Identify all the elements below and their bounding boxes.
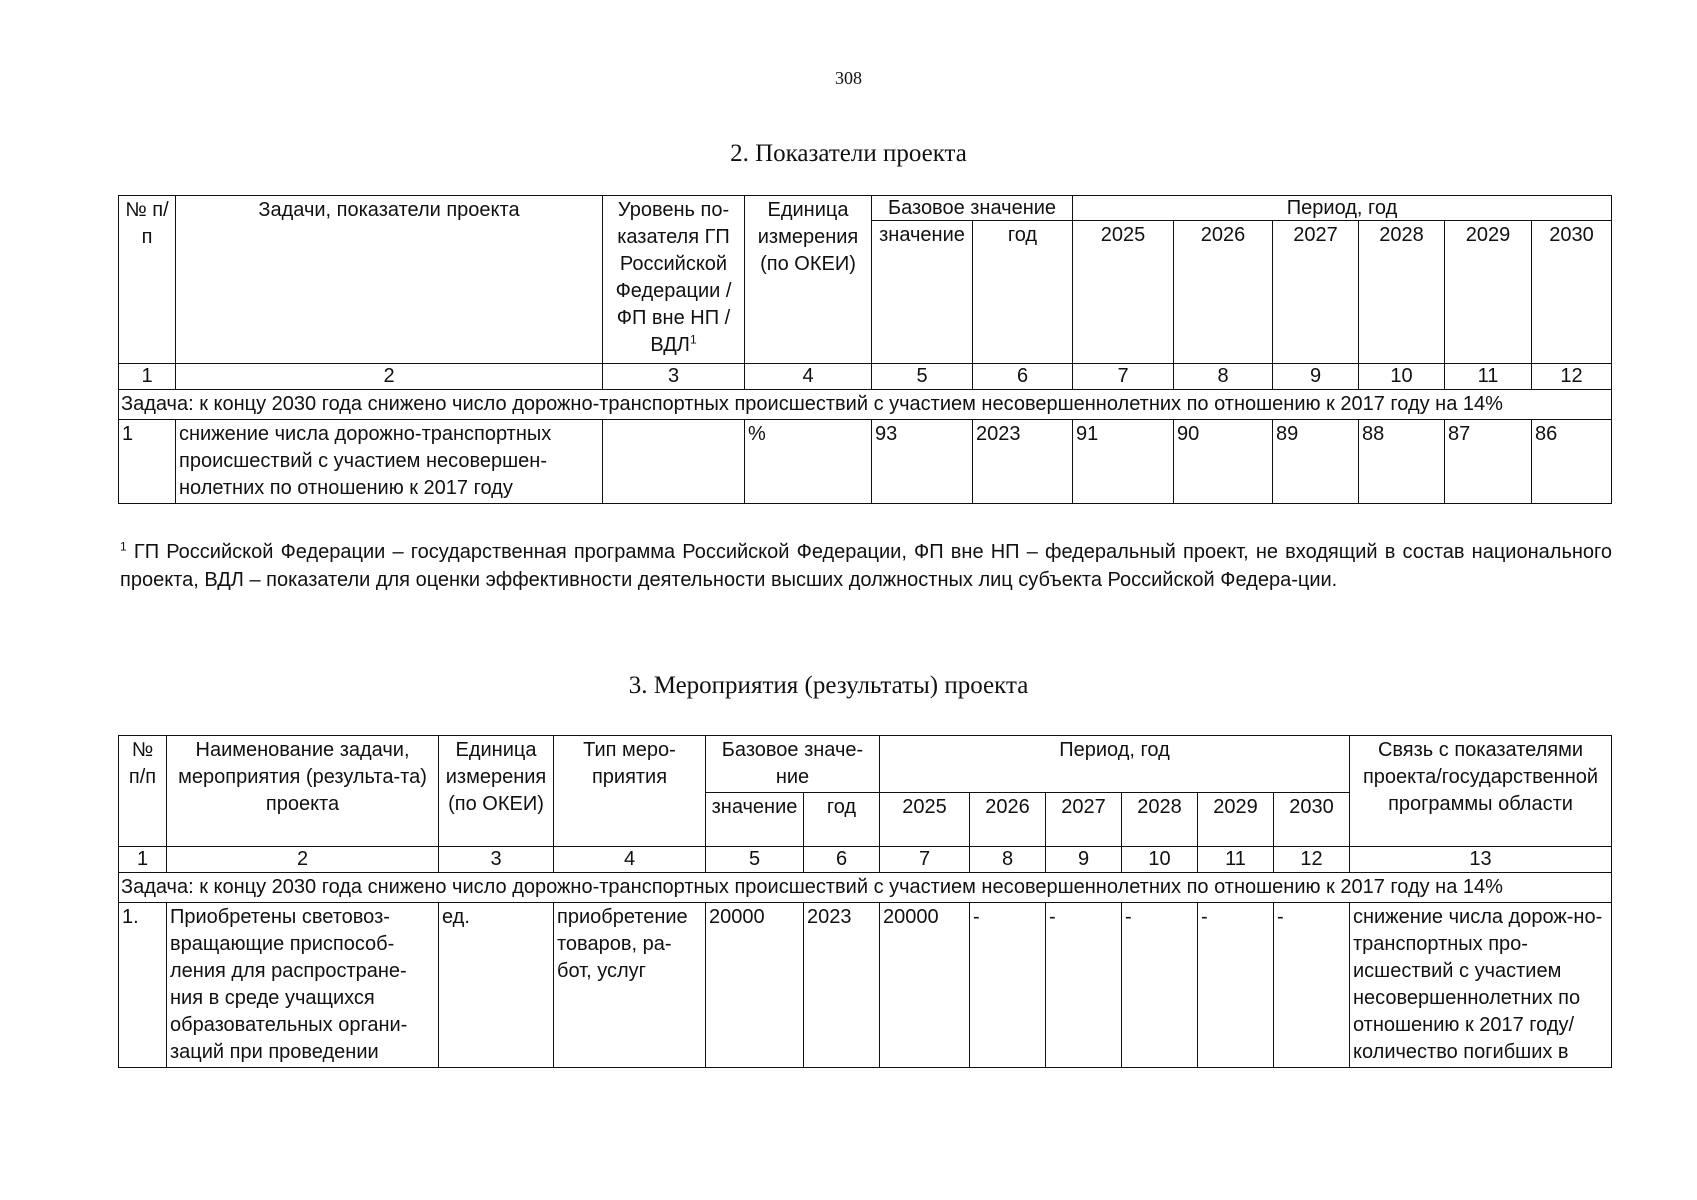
header-num: № п/п bbox=[119, 736, 167, 847]
header-year: 2026 bbox=[1174, 221, 1273, 364]
column-number: 9 bbox=[1046, 847, 1122, 873]
column-number: 6 bbox=[973, 364, 1073, 390]
column-number: 3 bbox=[439, 847, 554, 873]
header-unit: Единица измерения (по ОКЕИ) bbox=[439, 736, 554, 847]
column-number: 6 bbox=[804, 847, 880, 873]
row-value: 87 bbox=[1445, 420, 1532, 504]
header-type: Тип меро-приятия bbox=[554, 736, 706, 847]
column-number: 11 bbox=[1198, 847, 1274, 873]
header-base-value: значение bbox=[706, 793, 804, 847]
header-year: 2027 bbox=[1273, 221, 1359, 364]
header-tasks: Задачи, показатели проекта bbox=[176, 196, 603, 364]
row-base-year: 2023 bbox=[973, 420, 1073, 504]
measures-table bbox=[118, 735, 1612, 1068]
column-number: 5 bbox=[872, 364, 973, 390]
row-value: - bbox=[1122, 903, 1198, 1068]
header-base-year: год bbox=[973, 221, 1073, 364]
row-unit: % bbox=[745, 420, 872, 504]
row-link: снижение числа дорож-но-транспортных про-исшествий с участием несовершеннолетних по отношению к 2017 году/ количество погибших в bbox=[1350, 903, 1612, 1068]
row-name: снижение числа дорожно-транспортных происшествий с участием несовершен-нолетних по отношению к 2017 году bbox=[176, 420, 603, 504]
row-value: 86 bbox=[1532, 420, 1612, 504]
footnote-text: ГП Российской Федерации – государственная программа Российской Федерации, ФП вне НП – федеральный проект, не входящий в состав национального проекта, ВДЛ – показатели для оценки эффективности деятельности высших должностных лиц субъекта Российской Федера-ции. bbox=[120, 541, 1613, 591]
header-base: Базовое значе-ние bbox=[706, 736, 880, 793]
header-level-text: Уровень по-казателя ГП Российской Федерации / ФП вне НП / ВДЛ bbox=[615, 199, 732, 356]
section-3-title: 3. Мероприятия (результаты) проекта bbox=[628, 672, 1029, 699]
row-name: Приобретены световоз-вращающие приспособ-ления для распростране-ния в среде учащихся образовательных органи-заций при проведении bbox=[167, 903, 439, 1068]
column-number: 12 bbox=[1274, 847, 1350, 873]
row-base-value: 93 bbox=[872, 420, 973, 504]
header-link: Связь с показателями проекта/государственной программы области bbox=[1350, 736, 1612, 847]
footnote-ref: 1 bbox=[689, 332, 697, 347]
row-value: 91 bbox=[1073, 420, 1174, 504]
footnote-mark: 1 bbox=[120, 539, 127, 554]
column-number: 1 bbox=[119, 847, 167, 873]
row-base-value: 20000 bbox=[706, 903, 804, 1068]
column-number-row bbox=[119, 364, 1612, 390]
header-year: 2026 bbox=[970, 793, 1046, 847]
column-number: 12 bbox=[1532, 364, 1612, 390]
header-year: 2025 bbox=[880, 793, 970, 847]
header-row-1 bbox=[119, 196, 1612, 221]
column-number: 9 bbox=[1273, 364, 1359, 390]
table-row bbox=[119, 420, 1612, 504]
header-row-1 bbox=[119, 736, 1612, 793]
row-value: - bbox=[1198, 903, 1274, 1068]
column-number: 7 bbox=[1073, 364, 1174, 390]
task-text: Задача: к концу 2030 года снижено число дорожно-транспортных происшествий с участием несовершеннолетних по отношению к 2017 году на 14% bbox=[119, 873, 1612, 903]
row-value: 90 bbox=[1174, 420, 1273, 504]
header-level bbox=[603, 196, 745, 364]
row-base-year: 2023 bbox=[804, 903, 880, 1068]
header-year: 2029 bbox=[1198, 793, 1274, 847]
row-value: - bbox=[970, 903, 1046, 1068]
header-base-value: значение bbox=[872, 221, 973, 364]
header-name: Наименование задачи, мероприятия (результа-та) проекта bbox=[167, 736, 439, 847]
indicators-table bbox=[118, 195, 1612, 504]
row-value: - bbox=[1274, 903, 1350, 1068]
column-number: 8 bbox=[1174, 364, 1273, 390]
header-year: 2029 bbox=[1445, 221, 1532, 364]
column-number: 10 bbox=[1122, 847, 1198, 873]
row-value: - bbox=[1046, 903, 1122, 1068]
header-year: 2028 bbox=[1122, 793, 1198, 847]
header-base-year: год bbox=[804, 793, 880, 847]
row-value: 89 bbox=[1273, 420, 1359, 504]
header-year: 2030 bbox=[1532, 221, 1612, 364]
column-number: 10 bbox=[1359, 364, 1445, 390]
task-text: Задача: к концу 2030 года снижено число дорожно-транспортных происшествий с участием несовершеннолетних по отношению к 2017 году на 14% bbox=[119, 390, 1612, 420]
column-number: 2 bbox=[167, 847, 439, 873]
header-base: Базовое значение bbox=[872, 196, 1073, 221]
header-unit: Единица измерения (по ОКЕИ) bbox=[745, 196, 872, 364]
header-period: Период, год bbox=[1073, 196, 1612, 221]
column-number: 11 bbox=[1445, 364, 1532, 390]
column-number: 4 bbox=[745, 364, 872, 390]
row-num: 1. bbox=[119, 903, 167, 1068]
column-number: 8 bbox=[970, 847, 1046, 873]
column-number: 1 bbox=[119, 364, 176, 390]
column-number: 13 bbox=[1350, 847, 1612, 873]
table-row bbox=[119, 903, 1612, 1068]
row-unit: ед. bbox=[439, 903, 554, 1068]
column-number: 7 bbox=[880, 847, 970, 873]
header-year: 2027 bbox=[1046, 793, 1122, 847]
footnote bbox=[120, 538, 1612, 594]
header-year: 2025 bbox=[1073, 221, 1174, 364]
column-number: 4 bbox=[554, 847, 706, 873]
column-number-row bbox=[119, 847, 1612, 873]
section-2-title: 2. Показатели проекта bbox=[730, 140, 967, 167]
task-row bbox=[119, 873, 1612, 903]
row-value: 88 bbox=[1359, 420, 1445, 504]
header-year: 2030 bbox=[1274, 793, 1350, 847]
header-num: № п/п bbox=[119, 196, 176, 364]
header-year: 2028 bbox=[1359, 221, 1445, 364]
column-number: 2 bbox=[176, 364, 603, 390]
page-number: 308 bbox=[835, 68, 862, 88]
row-value: 20000 bbox=[880, 903, 970, 1068]
row-type: приобретение товаров, ра-бот, услуг bbox=[554, 903, 706, 1068]
header-period: Период, год bbox=[880, 736, 1350, 793]
column-number: 3 bbox=[603, 364, 745, 390]
column-number: 5 bbox=[706, 847, 804, 873]
row-level bbox=[603, 420, 745, 504]
task-row bbox=[119, 390, 1612, 420]
row-num: 1 bbox=[119, 420, 176, 504]
